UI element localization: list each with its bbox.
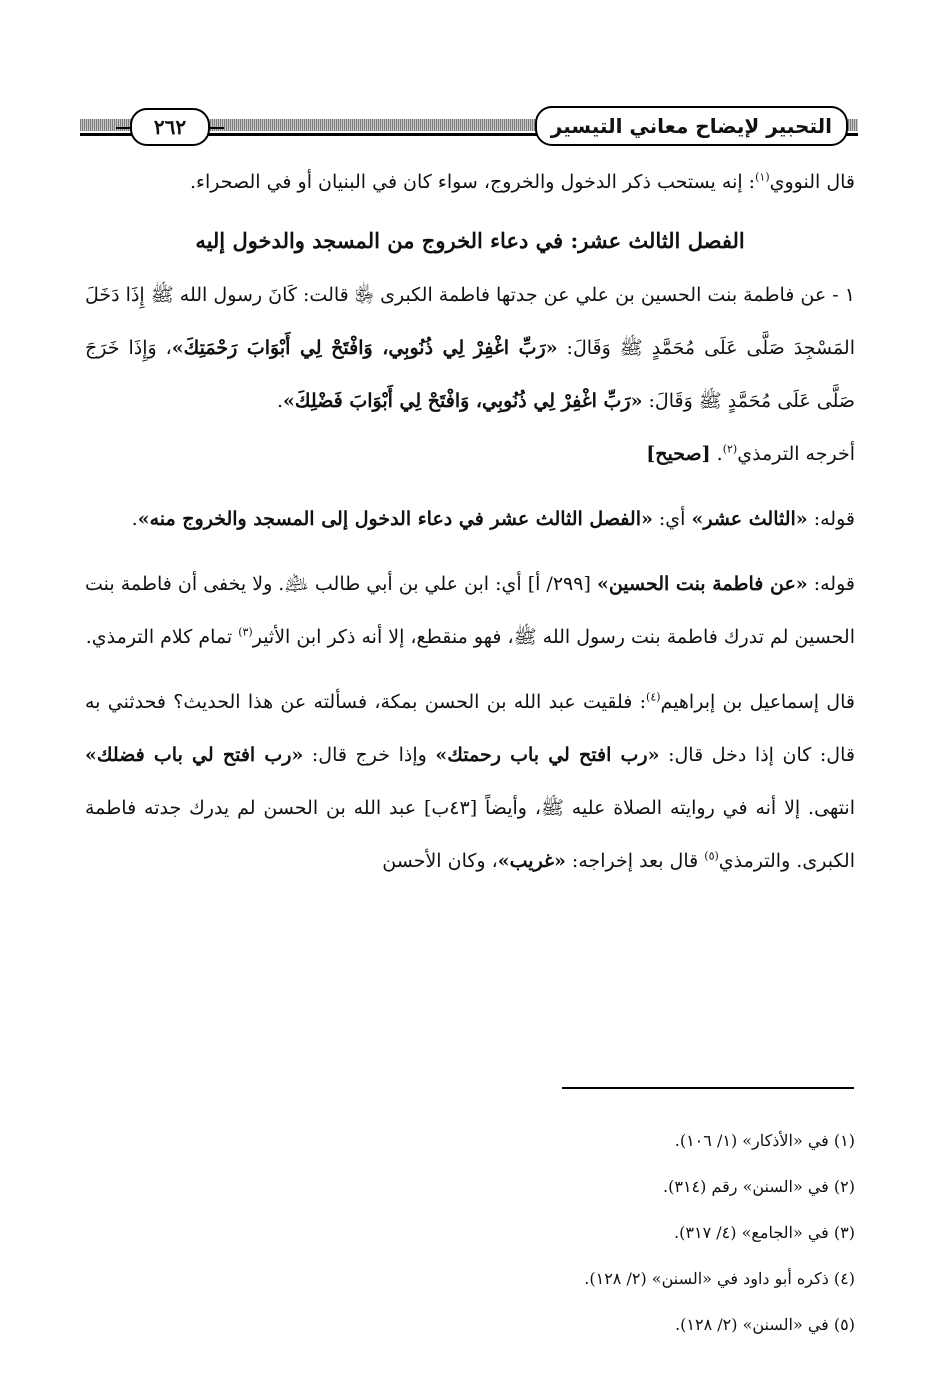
- text-run: أي:: [652, 508, 692, 530]
- dua-text: «رَبِّ اغْفِرْ لِي ذُنُوبِي، وَافْتَحْ لِي أَبْوَابَ فَضْلِكَ»: [283, 390, 643, 412]
- takhrij-text: أخرجه الترمذي: [737, 443, 855, 465]
- hadith-paragraph: [85, 269, 855, 481]
- page-header: [80, 104, 858, 150]
- text-run: تمام كلام الترمذي.: [85, 626, 239, 648]
- text-run: قوله:: [807, 573, 855, 595]
- text-run: قال النووي: [769, 171, 855, 193]
- footnote-ref: (٤): [646, 690, 661, 704]
- commentary-paragraph: [85, 493, 855, 546]
- footnote-ref: (٣): [238, 625, 253, 639]
- text-run: قوله:: [807, 508, 855, 530]
- text-run: ، وكان الأحسن: [382, 850, 498, 872]
- text-run: قال بعد إخراجه:: [565, 850, 705, 872]
- footnote-item: (٣) في «الجامع» (٤/ ٣١٧).: [674, 1223, 855, 1242]
- hadith-text: .: [276, 390, 284, 412]
- commentary-paragraph: [85, 676, 855, 888]
- text-run: انتهى. إلا أنه في روايته الصلاة عليه ﷺ، وأيضاً [٤٣ب] عبد الله بن الحسن لم يدرك جدته فاطمة الكبرى. والترمذي: [85, 797, 855, 872]
- quoted-text: «رب افتح لي باب رحمتك»: [435, 744, 660, 766]
- hadith-text: ١ - عن فاطمة بنت الحسين بن علي عن جدتها فاطمة الكبرى ﵂ قالت: كَانَ رسول الله ﷺ إِذَا دَخَلَ المَسْجِدَ صَلَّى عَلَى مُحَمَّدٍ ﷺ وَقَالَ:: [85, 284, 856, 359]
- commentary-paragraph: [85, 558, 855, 664]
- text-run: .: [131, 508, 138, 530]
- hadith-text: ، وَإِذَا خَرَجَ صَلَّى عَلَى مُحَمَّدٍ ﷺ وَقَالَ:: [85, 337, 855, 412]
- footnote-ref: (١): [755, 170, 770, 184]
- quoted-text: «رب افتح لي باب فضلك»: [85, 744, 304, 766]
- dua-text: «رَبِّ اغْفِرْ لِي ذُنُوبِي، وَافْتَحْ لِي أَبْوَابَ رَحْمَتِكَ»: [171, 337, 558, 359]
- quoted-text: «الثالث عشر»: [691, 508, 808, 530]
- footnotes: [85, 1118, 855, 1348]
- text-run: [٢٩٩/ أ] أي: ابن علي بن أبي طالب ﵇. ولا يخفى أن فاطمة بنت الحسين لم تدرك فاطمة بنت رسول الله ﷺ، فهو منقطع، إلا أنه ذكر ابن الأثير: [85, 573, 855, 648]
- page-number: ٢٦٢: [130, 108, 210, 146]
- chapter-heading: الفصل الثالث عشر: في دعاء الخروج من المسجد والدخول إليه: [195, 228, 745, 253]
- footnote-item: (٤) ذكره أبو داود في «السنن» (٢/ ١٢٨).: [584, 1269, 855, 1288]
- text-run: وإذا خرج قال:: [303, 744, 436, 766]
- text-run: : فلقيت عبد الله بن الحسن بمكة، فسألته عن هذا الحديث؟ فحدثني به قال: كان إذا دخل قال:: [85, 691, 855, 766]
- footnote-item: (٥) في «السنن» (٢/ ١٢٨).: [675, 1315, 855, 1334]
- footnote-item: (٢) في «السنن» رقم (٣١٤).: [663, 1177, 855, 1196]
- quoted-text: «الفصل الثالث عشر في دعاء الدخول إلى المسجد والخروج منه»: [137, 508, 653, 530]
- footnote-ref: (٢): [722, 442, 738, 456]
- footnote-ref: (٥): [704, 849, 719, 863]
- quoted-text: «عن فاطمة بنت الحسين»: [596, 573, 808, 595]
- paragraph-nawawi: [85, 156, 855, 209]
- footnote-item: (١) في «الأذكار» (١/ ١٠٦).: [674, 1131, 855, 1150]
- text-run: قال إسماعيل بن إبراهيم: [660, 691, 855, 713]
- text-run: : إنه يستحب ذكر الدخول والخروج، سواء كان في البنيان أو في الصحراء.: [190, 171, 756, 193]
- quoted-text: «غريب»: [497, 850, 566, 872]
- footnote-separator: [562, 1087, 854, 1089]
- book-title: التحبير لإيضاح معاني التيسير: [535, 106, 848, 146]
- text-run: .: [710, 443, 723, 465]
- main-text: [85, 156, 855, 888]
- hadith-grade: [صحيح]: [646, 443, 711, 465]
